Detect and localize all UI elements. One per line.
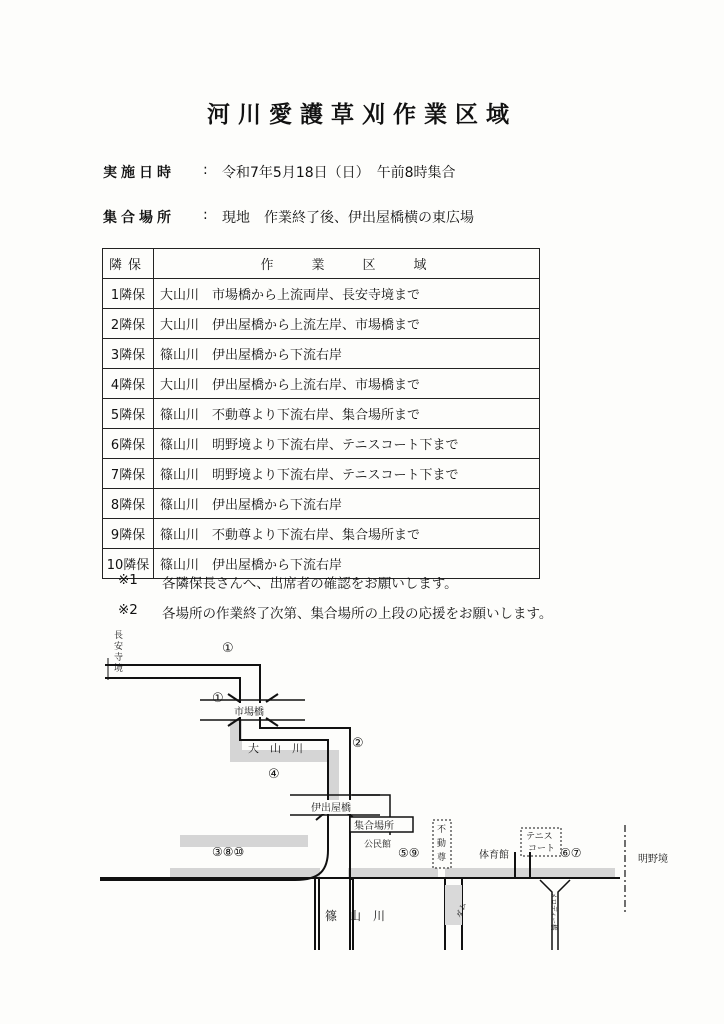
tennis-court-label: テニスコート <box>526 832 556 854</box>
table-row <box>103 339 540 369</box>
area-cell: 篠山川 伊出屋橋から下流右岸 <box>154 339 540 369</box>
note-text: 各場所の作業終了次第、集合場所の上段の応援をお願いします。 <box>162 606 553 622</box>
table-row <box>103 489 540 519</box>
document-title: 河川愛護草刈作業区域 <box>207 102 517 128</box>
melody-bridge <box>540 880 570 950</box>
ward-cell: 3隣保 <box>103 339 154 369</box>
datetime-colon: : <box>203 162 208 178</box>
ward-cell: 7隣保 <box>103 459 154 489</box>
work-area-table <box>102 248 540 579</box>
area-cell: 大山川 伊出屋橋から上流右岸、市場橋まで <box>154 369 540 399</box>
group-3-8-10: ③⑧⑩ <box>212 845 245 859</box>
area-cell: 篠山川 伊出屋橋から下流右岸 <box>154 489 540 519</box>
meeting-value: 現地 作業終了後、伊出屋橋横の東広場 <box>222 210 474 226</box>
ward-cell: 2隣保 <box>103 309 154 339</box>
akeno-label: 明野境 <box>638 854 668 865</box>
note-mark: ※1 <box>118 572 138 588</box>
sasayama-river-south <box>100 852 620 950</box>
datetime-value: 令和7年5月18日（日） 午前8時集合 <box>222 165 456 181</box>
area-cell: 篠山川 明野境より下流右岸、テニスコート下まで <box>154 459 540 489</box>
dam-label: ダム <box>455 901 469 920</box>
sasayama-river-label: 篠 山 川 <box>325 909 386 923</box>
group-5-9: ⑤⑨ <box>398 846 420 860</box>
table-row <box>103 279 540 309</box>
table-row <box>103 459 540 489</box>
table-row <box>103 309 540 339</box>
note-text: 各隣保長さんへ、出席者の確認をお願いします。 <box>162 576 458 592</box>
area-cell: 篠山川 不動尊より下流右岸、集合場所まで <box>154 519 540 549</box>
meeting-place-label: 集合場所 <box>354 821 394 832</box>
fudouson-label: 不動尊 <box>437 825 447 863</box>
ward-cell: 10隣保 <box>103 549 154 579</box>
ward-cell: 1隣保 <box>103 279 154 309</box>
circle-2: ② <box>352 736 364 751</box>
community-hall-label: 公民館 <box>364 840 392 850</box>
area-cell: 篠山川 不動尊より下流右岸、集合場所まで <box>154 399 540 429</box>
datetime-label: 実施日時 <box>103 165 175 181</box>
svg-text:市場橋: 市場橋 <box>234 707 264 718</box>
ward-cell: 8隣保 <box>103 489 154 519</box>
circle-1-mid: ① <box>212 691 224 706</box>
header-ward: 隣保 <box>103 249 154 279</box>
chouanji-label: 長安寺境 <box>114 631 124 674</box>
table-row <box>103 519 540 549</box>
area-cell: 大山川 伊出屋橋から上流左岸、市場橋まで <box>154 309 540 339</box>
gym-label: 体育館 <box>479 850 509 861</box>
circle-1-top: ① <box>222 641 234 656</box>
area-cell: 大山川 市場橋から上流両岸、長安寺境まで <box>154 279 540 309</box>
ward-cell: 6隣保 <box>103 429 154 459</box>
meeting-label: 集合場所 <box>103 210 175 226</box>
svg-text:伊出屋橋: 伊出屋橋 <box>311 803 351 814</box>
oyama-river-label: 大 山 川 <box>248 742 303 755</box>
meeting-colon: : <box>203 207 208 223</box>
note-mark: ※2 <box>118 602 138 618</box>
area-cell: 篠山川 明野境より下流右岸、テニスコート下まで <box>154 429 540 459</box>
svg-text:メロディー橋: メロディー橋 <box>550 892 558 931</box>
group-6-7: ⑥⑦ <box>560 846 582 860</box>
ward-cell: 5隣保 <box>103 399 154 429</box>
ward-cell: 4隣保 <box>103 369 154 399</box>
table-header-row <box>103 249 540 279</box>
circle-4: ④ <box>268 767 280 782</box>
table-row <box>103 369 540 399</box>
ward-cell: 9隣保 <box>103 519 154 549</box>
table-row <box>103 399 540 429</box>
header-area: 作 業 区 域 <box>154 249 540 279</box>
area-cell: 篠山川 伊出屋橋から下流右岸 <box>154 549 540 579</box>
area-map <box>100 630 680 950</box>
table-row <box>103 429 540 459</box>
